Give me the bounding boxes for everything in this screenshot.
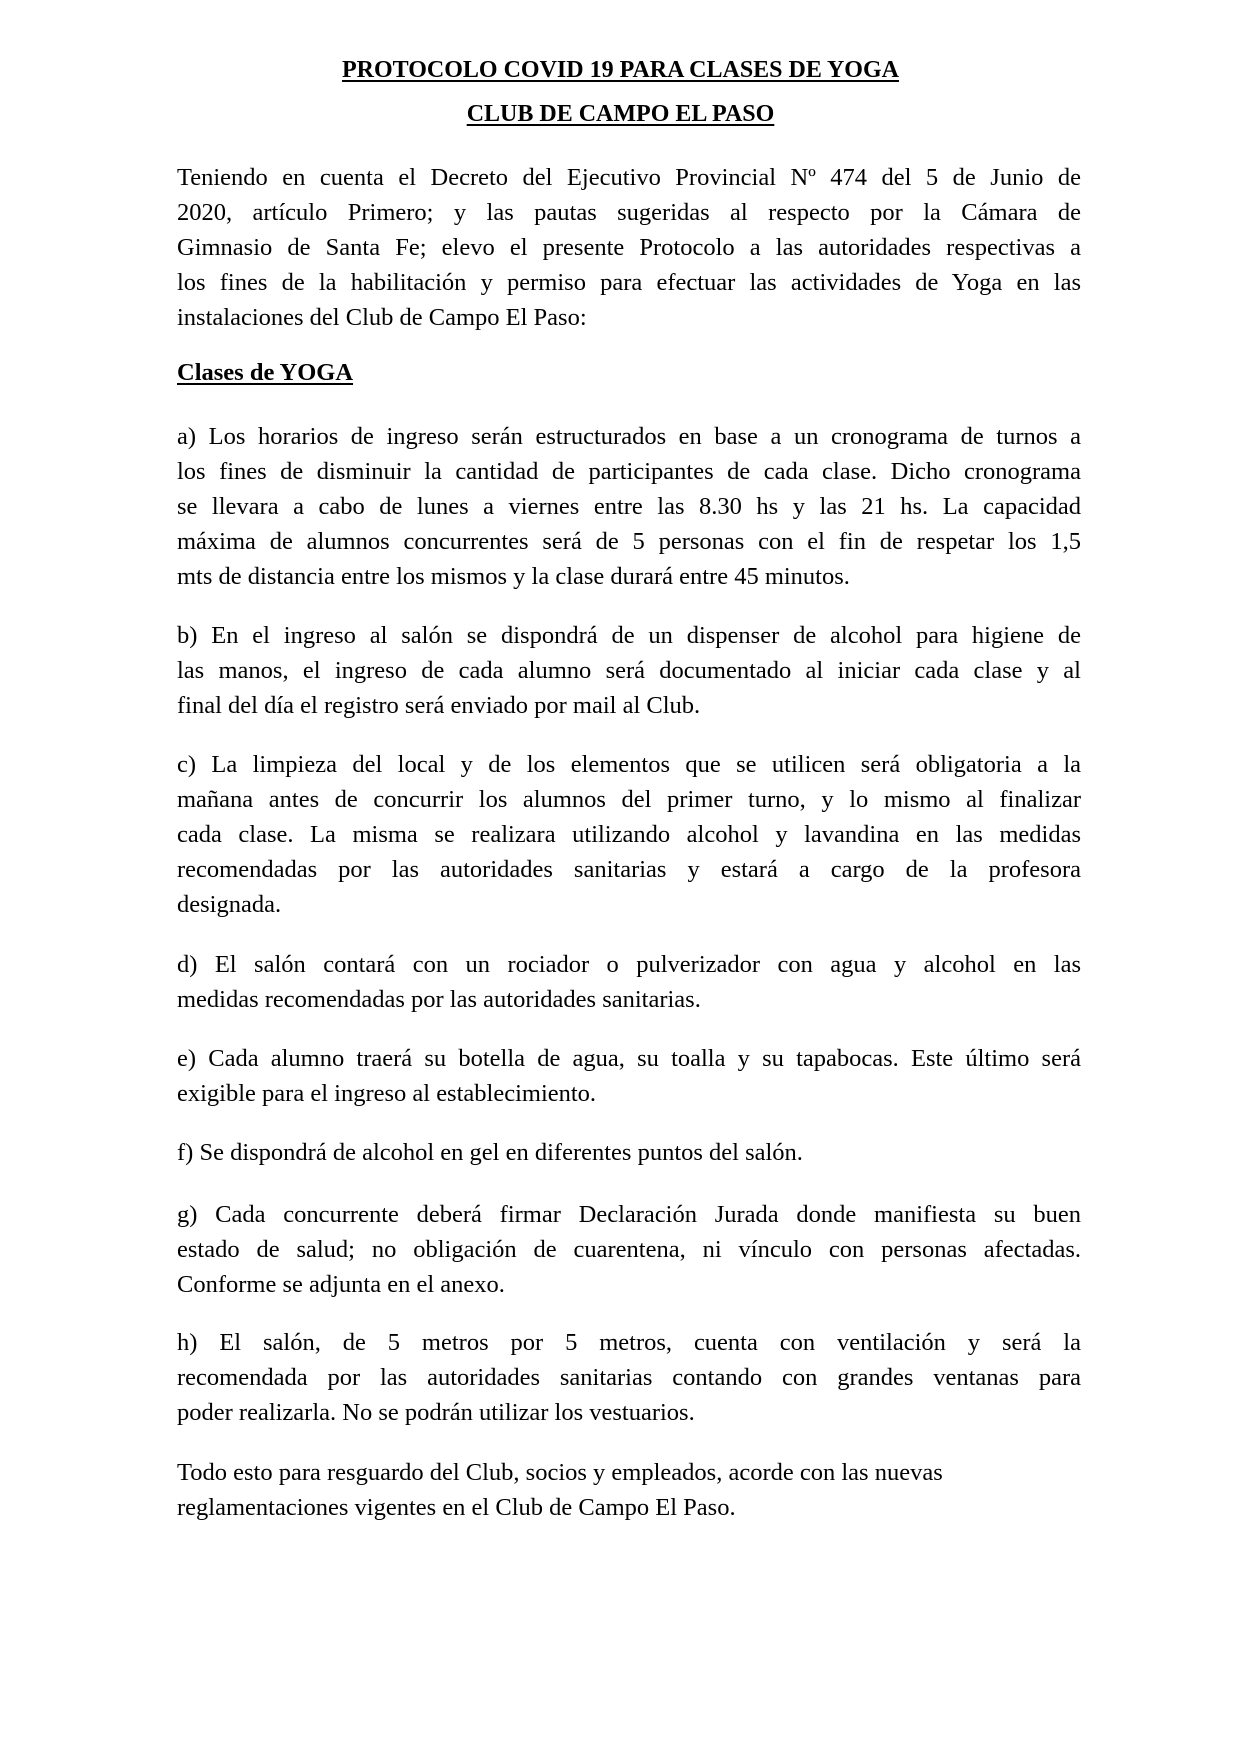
text-line: poder realizarla. No se podrán utilizar los vestuarios. <box>177 1399 695 1426</box>
text-line: cada clase. La misma se realizara utilizando alcohol y lavandina en las medidas <box>177 821 1081 848</box>
text-line: 2020, artículo Primero; y las pautas sugeridas al respecto por la Cámara de <box>177 199 1081 226</box>
text-line: Teniendo en cuenta el Decreto del Ejecutivo Provincial Nº 474 del 5 de Junio de <box>177 164 1081 191</box>
text-line: e) Cada alumno traerá su botella de agua, su toalla y su tapabocas. Este último será <box>177 1045 1081 1072</box>
text-line: a) Los horarios de ingreso serán estructurados en base a un cronograma de turnos a <box>177 423 1081 450</box>
text-line: final del día el registro será enviado por mail al Club. <box>177 692 701 719</box>
text-line: d) El salón contará con un rociador o pulverizador con agua y alcohol en las <box>177 951 1081 978</box>
text-line: reglamentaciones vigentes en el Club de Campo El Paso. <box>177 1494 736 1521</box>
text-line: mts de distancia entre los mismos y la clase durará entre 45 minutos. <box>177 563 850 590</box>
text-line: recomendadas por las autoridades sanitarias y estará a cargo de la profesora <box>177 856 1081 883</box>
text-line: exigible para el ingreso al establecimiento. <box>177 1080 597 1107</box>
text-line: máxima de alumnos concurrentes será de 5 personas con el fin de respetar los 1,5 <box>177 528 1081 555</box>
text-line: instalaciones del Club de Campo El Paso: <box>177 304 587 331</box>
document-title: PROTOCOLO COVID 19 PARA CLASES DE YOGA <box>342 57 899 83</box>
text-line: los fines de la habilitación y permiso para efectuar las actividades de Yoga en las <box>177 269 1081 296</box>
text-line: f) Se dispondrá de alcohol en gel en diferentes puntos del salón. <box>177 1139 803 1166</box>
text-line: estado de salud; no obligación de cuarentena, ni vínculo con personas afectadas. <box>177 1236 1081 1263</box>
section-heading: Clases de YOGA <box>177 359 354 386</box>
text-line: recomendada por las autoridades sanitarias contando con grandes ventanas para <box>177 1364 1081 1391</box>
text-line: b) En el ingreso al salón se dispondrá de un dispenser de alcohol para higiene de <box>177 622 1081 649</box>
text-line: las manos, el ingreso de cada alumno será documentado al iniciar cada clase y al <box>177 657 1081 684</box>
text-line: c) La limpieza del local y de los elementos que se utilicen será obligatoria a la <box>177 751 1081 778</box>
text-line: h) El salón, de 5 metros por 5 metros, cuenta con ventilación y será la <box>177 1329 1081 1356</box>
text-line: mañana antes de concurrir los alumnos del primer turno, y lo mismo al finalizar <box>177 786 1081 813</box>
text-line: medidas recomendadas por las autoridades sanitarias. <box>177 986 701 1013</box>
text-line: designada. <box>177 891 282 918</box>
text-line: Todo esto para resguardo del Club, socios y empleados, acorde con las nuevas <box>177 1459 943 1486</box>
text-line: g) Cada concurrente deberá firmar Declaración Jurada donde manifiesta su buen <box>177 1201 1081 1228</box>
text-line: se llevara a cabo de lunes a viernes entre las 8.30 hs y las 21 hs. La capacidad <box>177 493 1081 520</box>
document-subtitle: CLUB DE CAMPO EL PASO <box>466 101 775 127</box>
text-line: los fines de disminuir la cantidad de participantes de cada clase. Dicho cronograma <box>177 458 1081 485</box>
text-line: Conforme se adjunta en el anexo. <box>177 1271 505 1298</box>
text-line: Gimnasio de Santa Fe; elevo el presente Protocolo a las autoridades respectivas a <box>177 234 1081 261</box>
